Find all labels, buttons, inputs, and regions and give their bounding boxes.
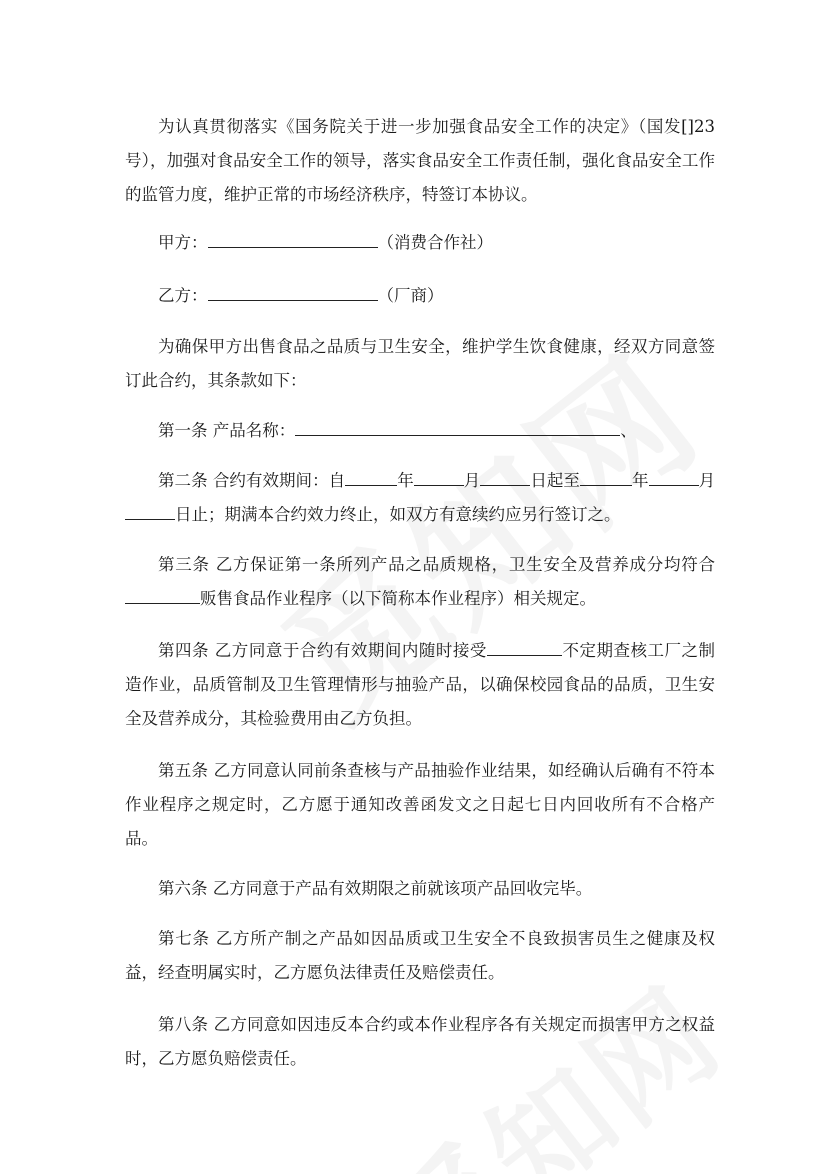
- article-7-text: 乙方所产制之产品如因品质或卫生安全不良致损害员生之健康及权益，经查明属实时，乙方愿负法律责任及赔偿责任。: [125, 929, 716, 982]
- article-4-blank: [487, 635, 562, 656]
- article-3-line1: 乙方保证第一条所列产品之品质规格，卫生安全及营养成分均符合: [215, 555, 716, 574]
- start-year-label: 年: [397, 471, 414, 490]
- end-year-blank: [580, 465, 632, 486]
- article-3-line2: 贩售食品作业程序（以下简称本作业程序）相关规定。: [200, 589, 596, 608]
- start-month-label: 月: [463, 471, 481, 490]
- end-day-blank: [125, 499, 175, 520]
- article-5: [125, 754, 715, 856]
- party-a-role: （消费合作社）: [377, 233, 493, 252]
- product-name-blank: [295, 415, 620, 436]
- start-day-label: 日起至: [530, 471, 580, 490]
- article-8-head: 第八条: [158, 1015, 209, 1034]
- end-month-label: 月: [698, 471, 716, 490]
- article-7: [125, 922, 715, 990]
- article-5-head: 第五条: [158, 761, 209, 780]
- article-2-head: 第二条: [158, 471, 208, 490]
- article-7-head: 第七条: [158, 929, 210, 948]
- article-1-label: 产品名称：: [212, 421, 296, 440]
- article-8: [125, 1008, 715, 1076]
- article-1-head: 第一条: [158, 421, 208, 440]
- article-4-post: 不定期查核工厂之制造作业，品质管制及卫生管理情形与抽验产品，以确保校园食品的品质，卫生安全及营养成分，其检验费用由乙方负担。: [125, 641, 716, 728]
- party-a-blank: [208, 227, 378, 248]
- article-1: [125, 414, 715, 448]
- start-month-blank: [414, 465, 464, 486]
- article-1-tail: 、: [620, 421, 637, 440]
- party-b-line: [125, 279, 715, 313]
- party-b-label: 乙方：: [158, 286, 208, 305]
- article-3: [125, 548, 715, 616]
- article-3-head: 第三条: [158, 555, 210, 574]
- intro-paragraph: 为认真贯彻落实《国务院关于进一步加强食品安全工作的决定》（国发[]23号），加强对食品安全工作的领导，落实食品安全工作责任制，强化食品安全工作的监管力度，维护正常的市场经济秩序，特签订本协议。: [125, 117, 715, 204]
- purpose-paragraph: 为确保甲方出售食品之品质与卫生安全，维护学生饮食健康，经双方同意签订此合约，其条款如下：: [125, 337, 715, 390]
- article-6: [125, 872, 715, 906]
- article-6-text: 乙方同意于产品有效期限之前就该项产品回收完毕。: [212, 879, 593, 898]
- article-2: [125, 464, 715, 532]
- article-4-pre: 乙方同意于合约有效期间内随时接受: [214, 641, 487, 660]
- end-year-label: 年: [631, 471, 649, 490]
- party-a-line: [125, 226, 715, 260]
- party-b-blank: [208, 280, 378, 301]
- end-month-blank: [649, 465, 699, 486]
- party-a-label: 甲方：: [158, 233, 208, 252]
- article-5-text: 乙方同意认同前条查核与产品抽验作业结果，如经确认后确有不符本作业程序之规定时，乙方愿于通知改善函发文之日起七日内回收所有不合格产品。: [125, 761, 716, 848]
- article-2-label: 合约有效期间：自: [212, 471, 346, 490]
- article-8-text: 乙方同意如因违反本合约或本作业程序各有关规定而损害甲方之权益时，乙方愿负赔偿责任。: [125, 1015, 716, 1068]
- end-day-label: 日止；期满本合约效力终止，如双方有意续约应另行签订之。: [175, 505, 621, 524]
- start-year-blank: [345, 465, 397, 486]
- article-4-head: 第四条: [158, 641, 210, 660]
- article-3-blank: [125, 583, 200, 604]
- article-6-head: 第六条: [158, 879, 208, 898]
- start-day-blank: [480, 465, 530, 486]
- party-b-role: （厂商）: [377, 286, 444, 305]
- article-4: [125, 634, 715, 736]
